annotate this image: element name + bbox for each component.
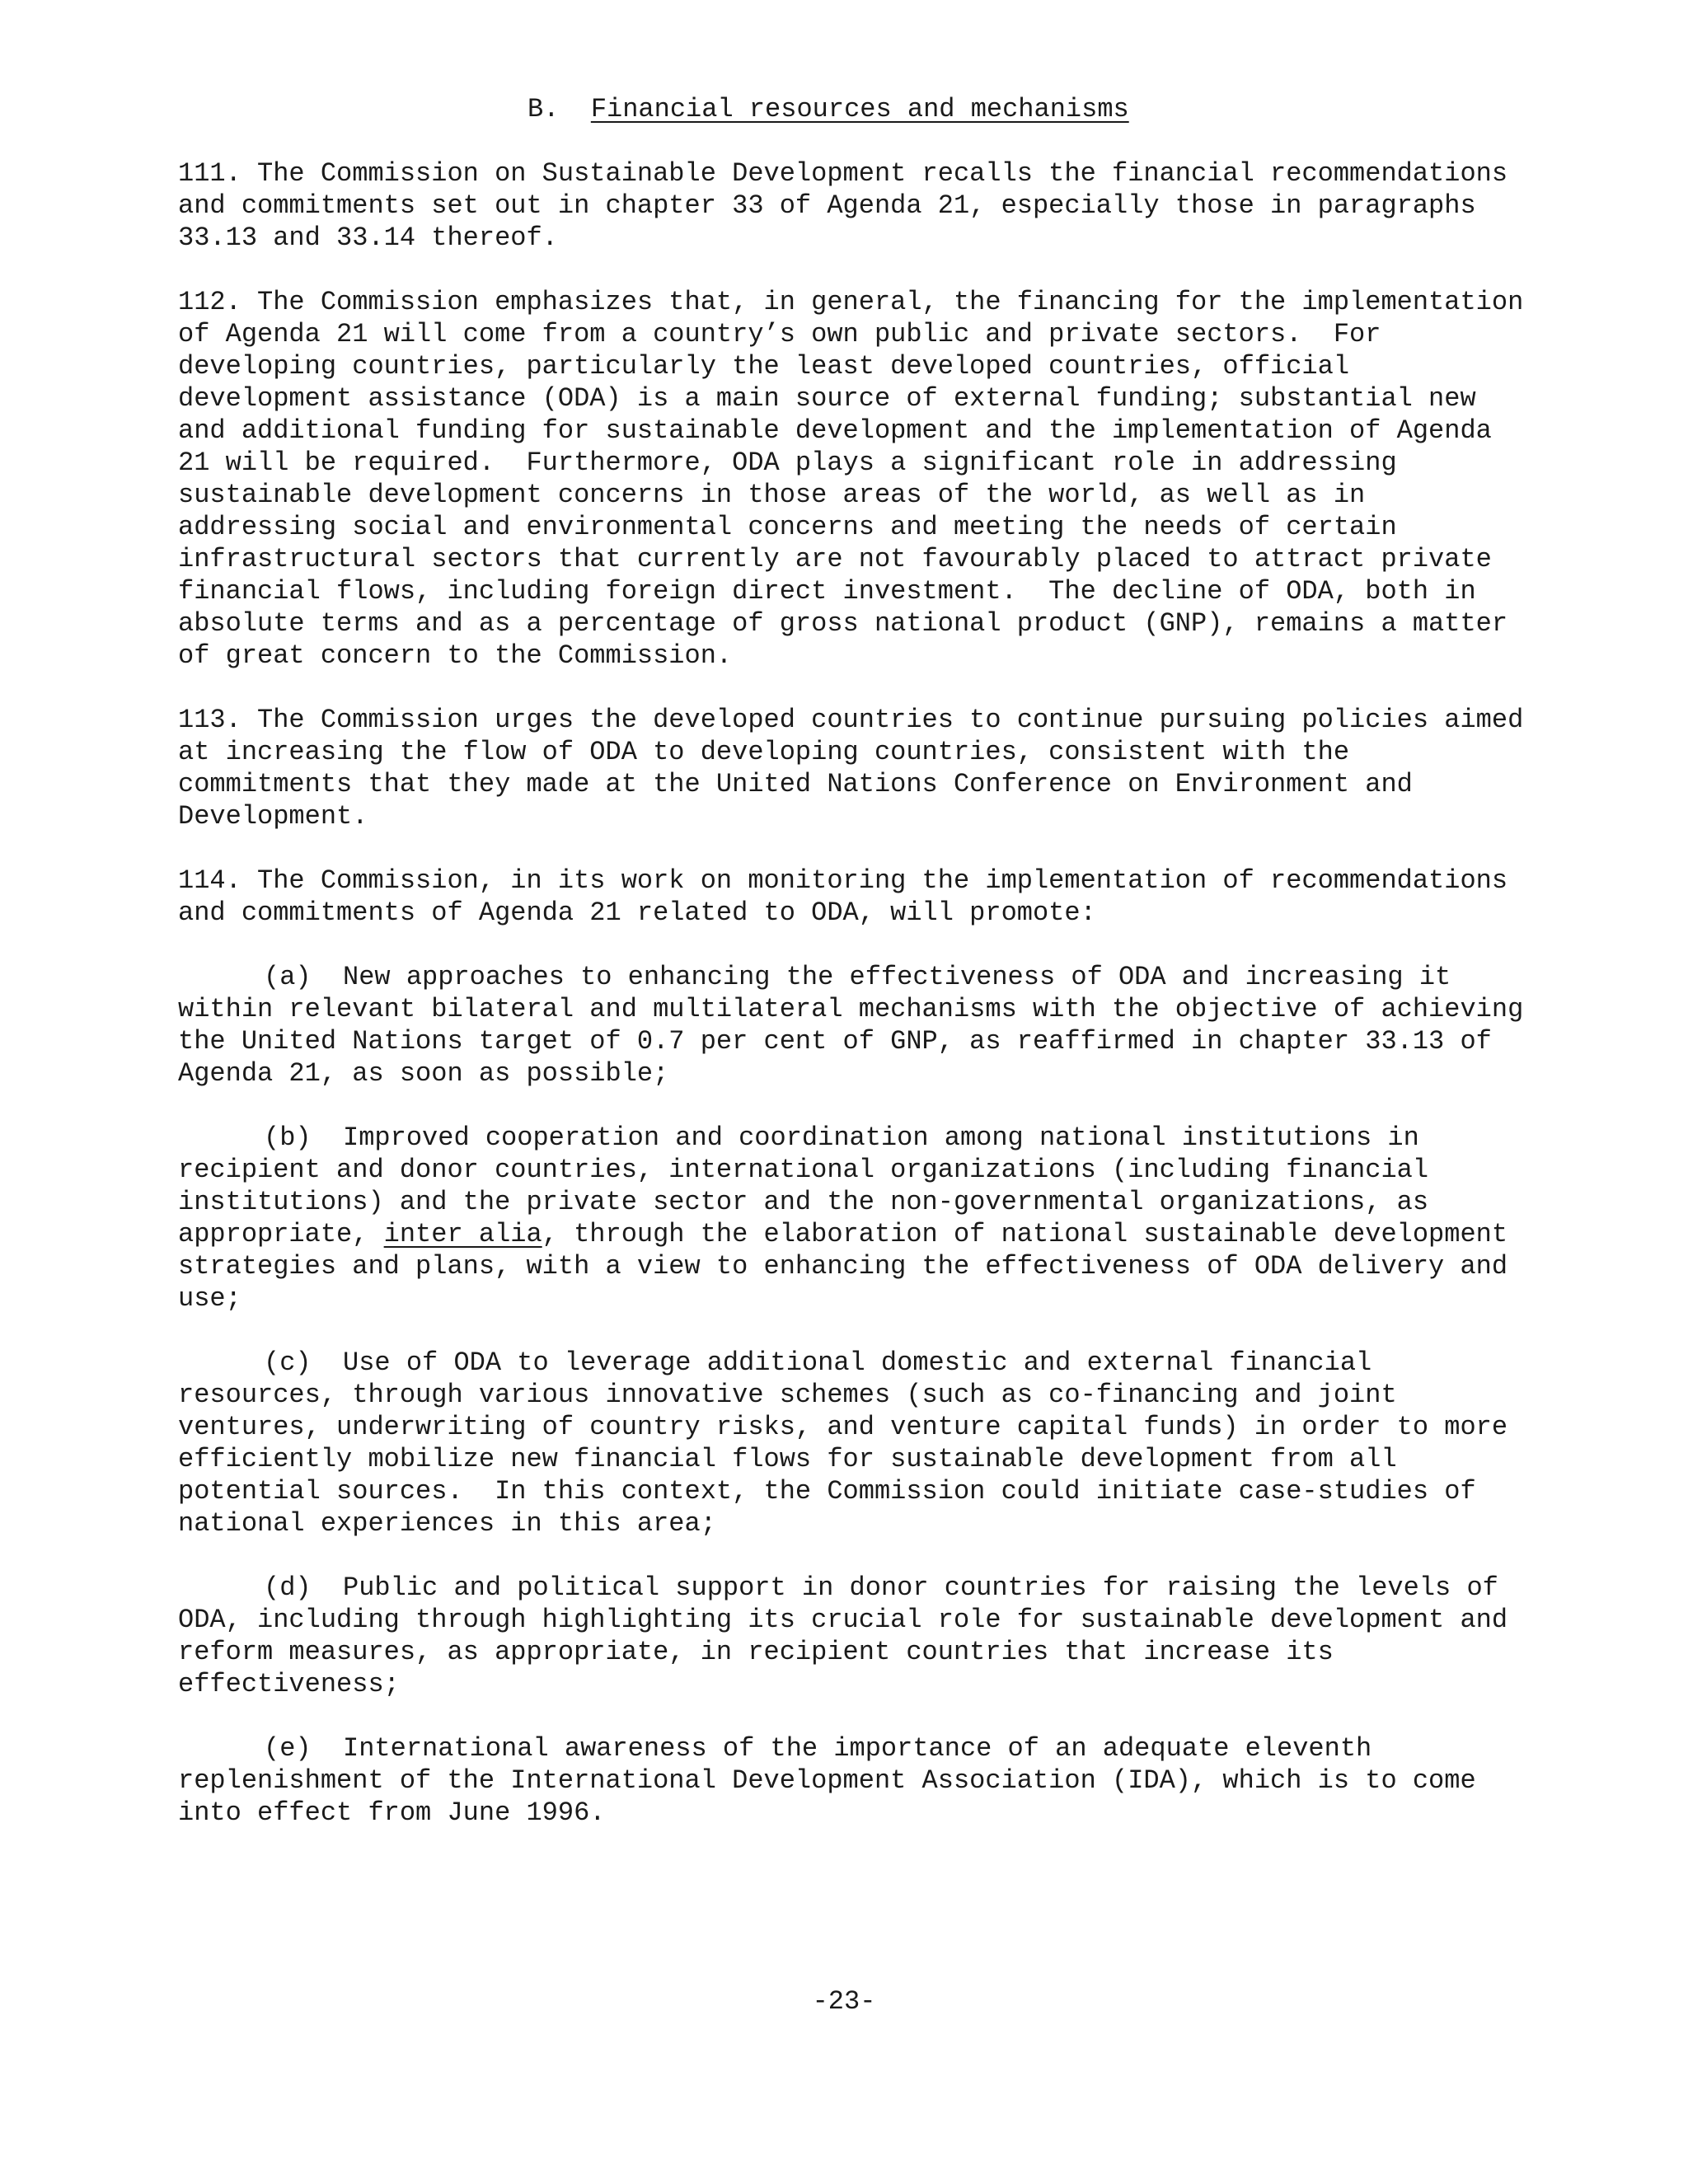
section-heading <box>528 93 1129 126</box>
page-number: -23- <box>812 1986 876 2017</box>
subparagraph-e: (e) International awareness of the importance of an adequate eleventh replenishment of the International Development Association (IDA), which is to come into effect from June 1996. <box>178 1733 1492 1828</box>
subparagraph-b-text-start: (b) Improved cooperation and coordination among national institutions in recipient and donor countries, international organizations (including financial institutions) and the private sector and the non-governmental organizations, as appropriate, <box>178 1122 1445 1249</box>
section-title: Financial resources and mechanisms <box>590 94 1129 124</box>
document-body <box>178 157 1540 1861</box>
section-letter: B. <box>528 94 560 124</box>
paragraph-111: 111. The Commission on Sustainable Development recalls the financial recommendations and commitments set out in chapter 33 of Agenda 21, especially those in paragraphs 33.13 and 33.14 thereof. <box>178 158 1524 253</box>
paragraph-114: 114. The Commission, in its work on monitoring the implementation of recommendations and commitments of Agenda 21 related to ODA, will promote: <box>178 865 1524 928</box>
subparagraph-a: (a) New approaches to enhancing the effectiveness of ODA and increasing it within relevant bilateral and multilateral mechanisms with the objective of achieving the United Nations target of 0.7 per cent of GNP, as reaffirmed in chapter 33.13 of Agenda 21, as soon as possible; <box>178 962 1540 1089</box>
subparagraph-c: (c) Use of ODA to leverage additional domestic and external financial resources, through various innovative schemes (such as co-financing and joint ventures, underwriting of country risks, and venture capital funds) in order to more efficiently mobilize new financial flows for sustainable development from all potential sources. In this context, the Commission could initiate case-studies of national experiences in this area; <box>178 1347 1524 1539</box>
paragraph-113: 113. The Commission urges the developed countries to continue pursuing policies aimed at increasing the flow of ODA to developing countries, consistent with the commitments that they made at the United Nations Conference on Environment and Development. <box>178 705 1540 832</box>
subparagraph-b-text-end: , through the elaboration of national sustainable development strategies and plans, with a view to enhancing the effectiveness of ODA delivery and use; <box>178 1219 1524 1314</box>
subparagraph-d: (d) Public and political support in donor countries for raising the levels of ODA, including through highlighting its crucial role for sustainable development and reform measures, as appropriate, in recipient countries that increase its effectiveness; <box>178 1572 1524 1699</box>
subparagraph-b-latin-phrase: inter alia <box>383 1219 542 1249</box>
subparagraph-b <box>178 1122 1530 1315</box>
paragraph-112: 112. The Commission emphasizes that, in general, the financing for the implementation of Agenda 21 will come from a country’s own public and private sectors. For developing countries, particularly the least developed countries, official development assistance (ODA) is a main source of external funding; substantial new and additional funding for sustainable development and the implementation of Agenda 21 will be required. Furthermore, ODA plays a significant role in addressing sustainable development concerns in those areas of the world, as well as in addressing social and environmental concerns and meeting the needs of certain infrastructural sectors that currently are not favourably placed to attract private financial flows, including foreign direct investment. The decline of ODA, both in absolute terms and as a percentage of gross national product (GNP), remains a matter of great concern to the Commission. <box>178 287 1540 671</box>
